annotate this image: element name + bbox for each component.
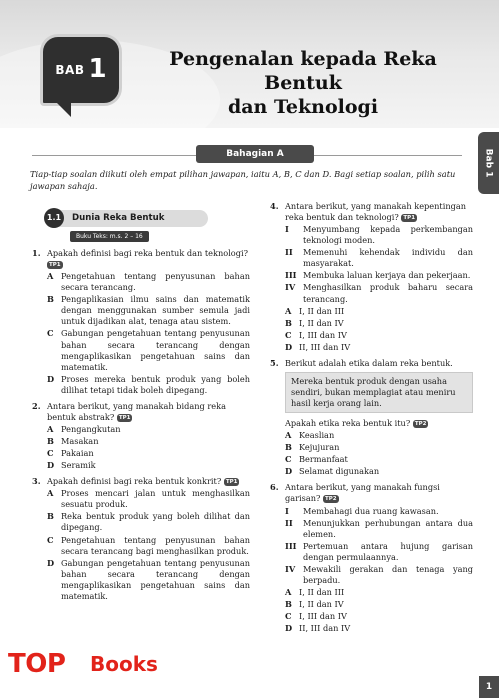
option-letter: C (47, 448, 54, 459)
question-stem (47, 401, 250, 423)
answer-option (285, 587, 473, 598)
question-1 (30, 248, 250, 396)
answer-option (47, 535, 250, 557)
topic-number: 1.1 (44, 208, 64, 228)
answer-option (47, 448, 250, 459)
answer-option (47, 511, 250, 533)
watermark-part2: Books (90, 652, 158, 676)
option-letter: A (47, 271, 54, 282)
chapter-header-band (0, 0, 499, 128)
topbooks-watermark-logo (8, 643, 158, 683)
statement-numeral: I (285, 505, 289, 516)
option-letter: D (47, 557, 55, 568)
statement-item (285, 282, 473, 304)
question-number: 6. (270, 482, 279, 493)
question-number: 3. (32, 476, 41, 487)
question-stem (285, 201, 473, 223)
side-tab-label: Bab 1 (483, 148, 494, 178)
question-2 (30, 401, 250, 471)
answer-option (285, 430, 473, 441)
answer-option (47, 424, 250, 435)
option-text: Keaslian (299, 430, 335, 441)
statement-item (285, 247, 473, 269)
option-text: I, II dan III (299, 305, 345, 316)
option-text: Pengetahuan tentang penyusunan bahan secara terancang. (61, 271, 250, 293)
option-text: Selamat digunakan (299, 466, 380, 477)
textbook-reference: Buku Teks: m.s. 2 – 16 (70, 231, 149, 242)
statement-text: Memenuhi kehendak individu dan masyarakat. (303, 247, 473, 269)
answer-option (47, 294, 250, 327)
question-stem-text: Apakah definisi bagi reka bentuk konkrit? (47, 476, 222, 487)
question-body (285, 358, 473, 478)
topic-title: Dunia Reka Bentuk (58, 210, 208, 227)
option-letter: C (47, 534, 54, 545)
answer-option (285, 442, 473, 453)
statement-text: Menunjukkan perhubungan antara dua elemen. (303, 517, 473, 539)
statement-text: Menyumbang kepada perkembangan teknologi moden. (303, 224, 473, 246)
option-letter: D (285, 466, 293, 477)
statement-numeral: IV (285, 563, 296, 574)
option-text: Gabungan pengetahuan tentang penyusunan bahan secara terancang dengan mengaplikasikan pengetahuan sains dan matematik. (61, 328, 250, 372)
tp-level-badge: TP1 (225, 479, 238, 486)
answer-option (285, 454, 473, 465)
statement-text: Menghasilkan produk baharu secara terancang. (303, 282, 473, 304)
question-stem2-text: Apakah etika reka bentuk itu? (285, 418, 411, 429)
question-body (47, 476, 250, 602)
option-text: I, III dan IV (299, 611, 347, 622)
statement-item (285, 541, 473, 563)
answer-option (285, 306, 473, 317)
statement-numeral: II (285, 247, 293, 258)
question-body (285, 201, 473, 353)
answer-option (47, 271, 250, 293)
answer-option (47, 460, 250, 471)
option-letter: B (47, 511, 54, 522)
tp-level-badge: TP1 (118, 414, 131, 421)
question-stem-followup (285, 418, 473, 429)
question-stem-text: Antara berikut, yang manakah fungsi garisan? (285, 482, 440, 504)
option-letter: A (285, 305, 292, 316)
statement-item (285, 518, 473, 540)
topic-banner (30, 204, 250, 248)
answer-option (285, 330, 473, 341)
right-column (268, 201, 473, 639)
answer-option (47, 558, 250, 602)
question-6 (268, 482, 473, 634)
answer-option (47, 436, 250, 447)
question-number: 1. (32, 248, 41, 258)
question-number: 4. (270, 201, 279, 211)
option-text: Kejujuran (299, 442, 340, 453)
statement-numeral: I (285, 224, 289, 235)
statement-text: Mewakili gerakan dan tenaga yang berpadu. (303, 563, 473, 585)
chapter-badge (40, 34, 122, 106)
answer-option (285, 318, 473, 329)
option-text: Pengaplikasian ilmu sains dan matematik dengan menggunakan sumber semula jadi untuk dijadikan alat, tenaga atau sistem. (61, 294, 250, 327)
option-letter: B (285, 442, 292, 453)
watermark-part1: TOP (8, 649, 66, 679)
question-stem-text: Antara berikut, yang manakah kepentingan reka bentuk dan teknologi? (285, 201, 466, 223)
answer-option (285, 611, 473, 622)
option-text: Seramik (61, 460, 96, 471)
option-letter: B (285, 317, 292, 328)
option-text: Gabungan pengetahuan tentang penyusunan bahan secara terancang dengan mengaplikasikan pengetahuan sains dan matematik. (61, 557, 250, 601)
question-stem (285, 358, 473, 369)
left-column (30, 204, 250, 607)
statement-text: Membuka laluan kerjaya dan pekerjaan. (303, 270, 471, 281)
option-text: II, III dan IV (299, 341, 351, 352)
question-stem-text: Apakah definisi bagi reka bentuk dan teknologi? (47, 248, 248, 258)
answer-option (285, 599, 473, 610)
option-text: Masakan (61, 436, 99, 446)
chapter-title-line2: dan Teknologi (227, 95, 379, 118)
chapter-badge-word: BAB (55, 62, 85, 77)
answer-option (47, 488, 250, 510)
option-letter: C (285, 329, 292, 340)
question-number: 2. (32, 400, 41, 411)
option-text: Proses mencari jalan untuk menghasilkan sesuatu produk. (61, 488, 250, 510)
answer-option (47, 328, 250, 372)
option-letter: B (47, 294, 54, 305)
option-text: Proses mereka bentuk produk yang boleh dilihat tetapi tidak boleh dipegang. (61, 373, 250, 395)
question-4 (268, 201, 473, 353)
statement-item (285, 564, 473, 586)
statement-item (285, 506, 473, 517)
option-letter: D (47, 373, 55, 384)
page-number: 1 (479, 676, 499, 698)
answer-option (285, 623, 473, 634)
question-stem (47, 476, 250, 487)
option-text: I, III dan IV (299, 329, 347, 340)
statement-numeral: IV (285, 282, 296, 293)
statement-numeral: III (285, 540, 297, 551)
option-text: Pakaian (61, 448, 94, 459)
option-letter: C (285, 454, 292, 465)
tp-level-badge: TP2 (414, 421, 427, 428)
option-text: Pengangkutan (61, 423, 121, 434)
answer-option (285, 466, 473, 477)
option-letter: D (285, 341, 293, 352)
question-stem-text: Berikut adalah etika dalam reka bentuk. (285, 357, 453, 368)
option-letter: A (47, 488, 54, 499)
question-body (285, 482, 473, 634)
chapter-badge-number: 1 (88, 54, 107, 85)
statement-item (285, 270, 473, 281)
question-body (47, 248, 250, 396)
option-text: Bermanfaat (299, 454, 348, 465)
statement-text: Pertemuan antara hujung garisan dengan permulaannya. (303, 540, 473, 562)
left-question-list (30, 248, 250, 602)
question-stem (285, 482, 473, 504)
answer-option (47, 374, 250, 396)
question-3 (30, 476, 250, 602)
option-text: I, II dan III (299, 586, 345, 597)
question-number: 5. (270, 357, 279, 368)
option-letter: B (47, 436, 54, 446)
section-heading: Bahagian A (196, 145, 314, 163)
option-letter: C (285, 611, 292, 622)
option-letter: A (285, 586, 292, 597)
chapter-side-tab (478, 132, 499, 194)
question-stem-text: Antara berikut, yang manakah bidang reka bentuk abstrak? (47, 400, 226, 422)
tp-level-badge: TP1 (49, 262, 61, 269)
statement-text: Membahagi dua ruang kawasan. (303, 505, 439, 516)
option-letter: A (285, 430, 292, 441)
option-letter: B (285, 599, 292, 609)
question-stem (47, 248, 250, 270)
option-letter: D (47, 460, 55, 471)
option-text: Pengetahuan tentang penyusunan bahan secara terancang bagi menghasilkan produk. (61, 534, 250, 556)
chapter-title-line1: Pengenalan kepada Reka Bentuk (169, 48, 437, 94)
tp-level-badge: TP2 (325, 496, 337, 503)
statement-numeral: III (285, 270, 297, 281)
option-letter: A (47, 423, 54, 434)
question-body (47, 401, 250, 471)
option-text: I, II dan IV (299, 599, 344, 609)
question-5 (268, 358, 473, 478)
tp-level-badge: TP1 (403, 215, 416, 222)
answer-option (285, 342, 473, 353)
statement-numeral: II (285, 517, 293, 528)
right-question-list (268, 201, 473, 634)
option-text: II, III dan IV (299, 623, 351, 634)
instructions-text: Tiap-tiap soalan diikuti oleh empat pilihan jawapan, iaitu A, B, C dan D. Bagi setiap soalan, pilih satu jawapan sahaja. (30, 169, 456, 192)
option-letter: D (285, 623, 293, 634)
option-text: I, II dan IV (299, 317, 344, 328)
option-letter: C (47, 328, 54, 339)
option-text: Reka bentuk produk yang boleh dilihat dan dipegang. (61, 511, 250, 533)
chapter-title (138, 48, 468, 119)
question-boxed-text: Mereka bentuk produk dengan usaha sendiri, bukan memplagiat atau meniru hasil kerja orang lain. (285, 372, 473, 413)
statement-item (285, 224, 473, 246)
